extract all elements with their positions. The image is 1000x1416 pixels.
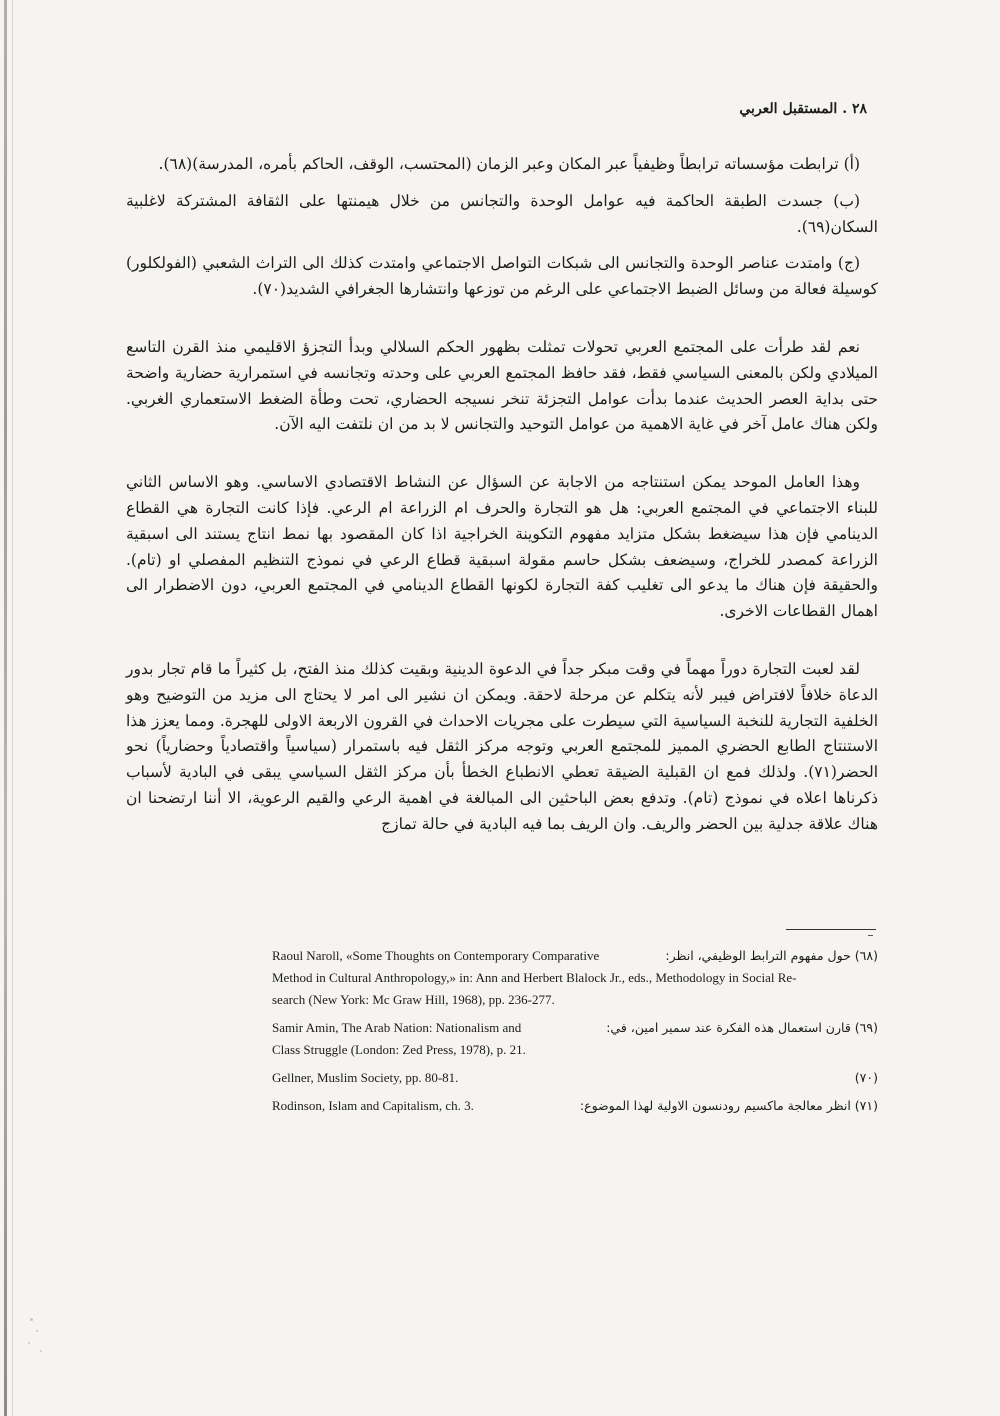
footnote-divider-tick [868,935,873,936]
list-item-b: (ب) جسدت الطبقة الحاكمة فيه عوامل الوحدة والتجانس من خلال هيمنتها على الثقافة المشتركة لاغلبية السكان(٦٩). [126,191,878,236]
footnote-68-en-3: search (New York: Mc Graw Hill, 1968), pp. 236-277. [272,992,555,1007]
footnote-divider [786,929,876,930]
footnote-68 [272,945,878,1011]
footnote-68-en-2: Method in Cultural Anthropology,» in: Ann and Herbert Blalock Jr., eds., Methodology in Social Re- [272,970,797,985]
footnote-69-en-2: Class Struggle (London: Zed Press, 1978), p. 21. [272,1042,526,1057]
scan-speck [30,1318,33,1321]
scan-speck [28,1342,30,1344]
footnote-70-ar: (٧٠) [854,1070,878,1085]
footnote-70 [272,1067,878,1089]
footnote-71-ar: (٧١) انظر معالجة ماكسيم رودنسون الاولية لهذا الموضوع: [579,1098,878,1113]
scan-speck [36,1330,38,1332]
paragraph-2: وهذا العامل الموحد يمكن استنتاجه من الاجابة عن السؤال عن النشاط الاقتصادي الاساسي. وهو الاساس الثاني للبناء الاجتماعي في المجتمع العربي: هل هو التجارة والحرف ام الزراعة ام الرعي. فإذا كانت التجارة هي القطاع الدينامي فإن هذا سيضغط بشكل متزايد مفهوم التكوينة الخراجية اذا كان المقصود بها نمط انتاج يستند الى اسبقية الزراعة كمصدر للخراج، وسيضعف بشكل حاسم مقولة اسبقية قطاع الرعي في نموذج التنظيم المفصلي او (تام). والحقيقة فإن هناك ما يدعو الى تغليب كفة التجارة لكونها القطاع الدينامي في المجتمع العربي، دون الاضطرار الى اهمال القطاعات الاخرى. [126,473,878,621]
scan-speck [40,1350,42,1352]
footnote-69-en-1: Samir Amin, The Arab Nation: Nationalism and [272,1020,522,1035]
body-text [126,152,878,838]
footnote-71 [272,1095,878,1117]
footnote-68-en-1: Raoul Naroll, «Some Thoughts on Contemporary Comparative [272,948,600,963]
list-item-c: (ج) وامتدت عناصر الوحدة والتجانس الى شبكات التواصل الاجتماعي وامتدت كذلك الى التراث الشعبي (الفولكلور) كوسيلة فعالة من وسائل الضبط الاجتماعي على الرغم من توزعها وانتشارها الجغرافي الشديد(٧٠). [126,254,878,299]
footnote-68-ar: (٦٨) حول مفهوم الترابط الوظيفي، انظر: [665,948,878,963]
binding-edge [4,0,7,1416]
footnote-71-en-1: Rodinson, Islam and Capitalism, ch. 3. [272,1098,474,1113]
paragraph-1: نعم لقد طرأت على المجتمع العربي تحولات تمثلت بظهور الحكم السلالي وبدأ التجزؤ الاقليمي منذ القرن التاسع الميلادي ولكن بالمعنى السياسي فقط، فقد حافظ المجتمع العربي على وحدته وتجانسه في استمرارية حضارية واضحة حتى بداية العصر الحديث عندما بدأت عوامل التجزئة تنخر نسيجه الحضاري، تحت وطأة الضغط الاستعماري الغربي. ولكن هناك عامل آخر في غاية الاهمية من عوامل التوحيد والتجانس لا بد من ان نلتفت اليه الآن. [126,337,878,434]
footnote-69 [272,1017,878,1061]
footnote-70-en-1: Gellner, Muslim Society, pp. 80-81. [272,1070,459,1085]
paragraph-3: لقد لعبت التجارة دوراً مهماً في وقت مبكر جداً في الدعوة الدينية وبقيت كذلك منذ الفتح، بل كثيراً ما قام تجار بدور الدعاة خلافاً لافتراض فيبر لأنه يتكلم عن مرحلة لاحقة. ويمكن ان نشير الى امر لا يحتاج الى مزيد من التوضيح وهو الخلفية التجارية للنخبة السياسية التي سيطرت على مجريات الاحداث في القرون الاربعة الاولى للهجرة. ومما يعزز هذا الاستنتاج الطابع الحضري المميز للمجتمع العربي وتوجه مركز الثقل فيه باستمرار (سياسياً واقتصادياً وحضارياً) نحو الحضر(٧١). ولذلك فمع ان القبلية الضيقة تعطي الانطباع الخطأ بأن مركز الثقل السياسي يبقى في البادية لأسباب ذكرناها اعلاه في نموذج (تام). وتدفع بعض الباحثين الى المبالغة في اهمية الرعي والقيم الرعوية، الا أننا ارتضحنا ان هناك علاقة جدلية بين الحضر والريف. وان الريف بما فيه البادية في حالة تمازج [126,659,878,833]
footnote-69-ar: (٦٩) قارن استعمال هذه الفكرة عند سمير امين، في: [606,1020,878,1035]
list-item-a: (أ) ترابطت مؤسساته ترابطاً وظيفياً عبر المكان وعبر الزمان (المحتسب، الوقف، الحاكم بأمره، المدرسة)(٦٨). [158,155,860,173]
running-head: ٢٨ . المستقبل العربي [739,101,867,117]
binding-edge-line [12,0,13,1416]
footnotes [272,945,878,1123]
